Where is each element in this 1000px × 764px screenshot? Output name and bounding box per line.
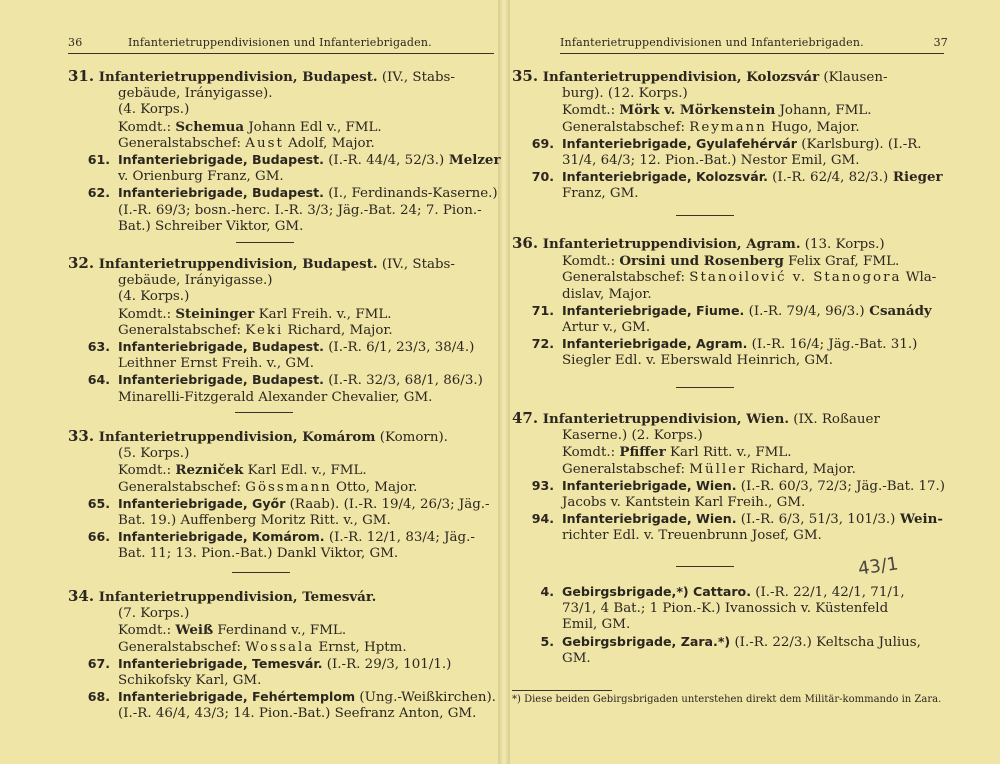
brigade-name: Infanteriebrigade, Budapest.	[118, 152, 324, 168]
brigade-heading	[562, 303, 932, 320]
brigade-commander: Wein-	[895, 511, 943, 528]
brigade-body	[118, 185, 498, 235]
division-title: 47. Infanterietruppendivision, Wien.	[512, 409, 790, 427]
brigade-body	[118, 656, 451, 689]
division-title: 35. Infanterietruppendivision, Kolozsvár	[512, 67, 820, 85]
brigade-entry	[512, 303, 944, 336]
staff-name: Aust	[245, 135, 284, 151]
section-separator	[235, 412, 293, 413]
division-detail-line: Kaserne.) (2. Korps.)	[562, 428, 703, 444]
brigade-heading	[562, 584, 905, 601]
brigade-body	[562, 584, 905, 634]
commander-name: Pfiffer	[619, 444, 666, 461]
right-division-1	[512, 235, 944, 370]
commander-rest: Johann Edl v., FML.	[244, 119, 382, 135]
staff-rest: Wla-	[901, 270, 937, 286]
brigade-heading	[118, 496, 490, 513]
division-number: 34.	[68, 587, 95, 605]
section-separator	[676, 387, 734, 388]
brigade-line: 31/4, 64/3; 12. Pion.-Bat.) Nestor Emil, GM.	[562, 153, 860, 169]
brigade-line: Minarelli-Fitzgerald Alexander Chevalier, GM.	[118, 389, 433, 405]
division-number: 31.	[68, 67, 95, 85]
division-detail-line: (7. Korps.)	[118, 606, 190, 622]
staff-rest: Adolf, Major.	[283, 135, 375, 151]
staff-name: Keki	[245, 322, 284, 338]
brigade-entry	[512, 136, 944, 169]
brigade-entry	[512, 478, 944, 511]
division-detail-line: gebäude, Irányigasse.)	[118, 273, 273, 289]
commander-name: Steininger	[175, 305, 255, 322]
brigade-name: Infanteriebrigade, Komárom.	[118, 529, 325, 545]
brigade-body	[562, 336, 917, 369]
brigade-commander: Rieger	[888, 169, 943, 186]
staff-rest: Richard, Major.	[283, 322, 393, 338]
division-commander	[68, 462, 500, 479]
page-number: 37	[933, 36, 948, 49]
staff-name: Stanoilović v. Stanogora	[689, 270, 902, 286]
brigade-name: Infanteriebrigade, Kolozsvár.	[562, 169, 768, 185]
brigade-rest: (I.-R. 44/4, 52/3.)	[323, 153, 445, 169]
brigade-heading	[118, 339, 474, 356]
division-title-rest: (Komorn).	[375, 430, 448, 445]
brigade-number: 5.	[540, 633, 554, 649]
brigade-number: 68.	[87, 689, 110, 705]
brigade-body	[562, 634, 921, 667]
commander-name: Orsini und Rosenberg	[619, 253, 784, 270]
chief-of-staff	[512, 270, 944, 286]
brigade-rest: (I.-R. 60/3, 72/3; Jäg.-Bat. 17.)	[736, 478, 946, 494]
brigade-entry	[68, 185, 500, 235]
brigade-line: Emil, GM.	[562, 617, 631, 633]
brigade-rest: (I.-R. 29/3, 101/1.)	[322, 656, 452, 672]
chief-of-staff	[68, 640, 500, 656]
brigade-body	[118, 372, 483, 405]
staff-label: Generalstabschef:	[118, 639, 246, 655]
brigade-line: Jacobs v. Kantstein Karl Freih., GM.	[562, 495, 806, 511]
brigade-name: Gebirgsbrigade,*) Cattaro.	[562, 584, 751, 599]
brigade-line: v. Orienburg Franz, GM.	[118, 169, 284, 185]
staff-label: Generalstabschef:	[118, 135, 246, 151]
brigade-rest: (I.-R. 32/3, 68/1, 86/3.)	[323, 373, 483, 389]
brigade-line: GM.	[562, 650, 591, 666]
commander-name: Mörk v. Mörkenstein	[619, 102, 776, 119]
brigade-commander: Csanády	[864, 302, 932, 319]
brigade-number: 71.	[531, 302, 554, 318]
division-title-rest: (13. Korps.)	[800, 237, 885, 252]
brigade-body	[562, 136, 922, 169]
commander-label: Komdt.:	[562, 254, 620, 270]
division-title-rest: (Klausen-	[819, 70, 888, 85]
division-commander	[68, 622, 500, 639]
brigade-number: 62.	[87, 185, 110, 201]
division-heading	[512, 410, 944, 428]
commander-label: Komdt.:	[118, 463, 176, 479]
brigade-heading	[562, 169, 943, 186]
brigade-name: Infanteriebrigade, Wien.	[562, 511, 737, 527]
mountain-brigade-entry	[512, 584, 944, 634]
commander-label: Komdt.:	[562, 103, 620, 119]
staff-rest: Richard, Major.	[746, 461, 856, 477]
division-heading	[68, 255, 500, 273]
brigade-body	[118, 689, 496, 722]
brigade-heading	[562, 634, 921, 651]
commander-name: Rezniček	[175, 462, 244, 479]
brigade-name: Infanteriebrigade, Gyulafehérvár	[562, 135, 797, 151]
brigade-line: Bat. 11; 13. Pion.-Bat.) Dankl Viktor, GM.	[118, 546, 399, 562]
brigade-body	[562, 169, 943, 202]
brigade-name: Infanteriebrigade, Budapest.	[118, 339, 324, 355]
brigade-number: 72.	[531, 336, 554, 352]
mountain-brigades	[512, 584, 944, 667]
brigade-heading	[118, 656, 451, 673]
brigade-body	[118, 152, 501, 185]
brigade-name: Infanteriebrigade, Győr	[118, 495, 286, 511]
brigade-line: (I.-R. 46/4, 43/3; 14. Pion.-Bat.) Seefranz Anton, GM.	[118, 706, 477, 722]
page-number: 36	[68, 36, 83, 49]
staff-continuation: dislav, Major.	[562, 286, 652, 302]
commander-label: Komdt.:	[118, 306, 176, 322]
footnote: *) Diese beiden Gebirgsbrigaden unterstehen direkt dem Militär-kommando in Zara.	[512, 694, 942, 705]
brigade-heading	[118, 529, 475, 546]
section-separator	[236, 242, 294, 243]
left-division-2	[68, 428, 500, 563]
division-title: 32. Infanterietruppendivision, Budapest.	[68, 254, 378, 272]
division-heading	[512, 68, 944, 86]
division-title: 36. Infanterietruppendivision, Agram.	[512, 234, 801, 252]
brigade-body	[118, 339, 474, 372]
commander-label: Komdt.:	[118, 119, 176, 135]
brigade-rest: (I.-R. 6/3, 51/3, 101/3.)	[736, 512, 896, 528]
brigade-heading	[118, 152, 501, 169]
brigade-line: 73/1, 4 Bat.; 1 Pion.-K.) Ivanossich v. Küstenfeld	[562, 601, 889, 617]
division-number: 35.	[512, 67, 539, 85]
division-heading	[68, 588, 500, 606]
staff-label: Generalstabschef:	[562, 461, 690, 477]
brigade-number: 63.	[87, 339, 110, 355]
brigade-number: 65.	[87, 495, 110, 511]
staff-name: Müller	[689, 461, 747, 477]
header-rule	[560, 53, 944, 54]
commander-rest: Karl Ritt. v., FML.	[665, 445, 792, 461]
brigade-line: Franz, GM.	[562, 186, 639, 202]
brigade-heading	[562, 336, 917, 353]
staff-rest: Ernst, Hptm.	[314, 639, 407, 655]
staff-name: Reymann	[689, 119, 767, 135]
division-commander	[512, 444, 944, 461]
staff-name: Wossala	[245, 639, 315, 655]
brigade-line: Bat.) Schreiber Viktor, GM.	[118, 218, 304, 234]
brigade-name: Infanteriebrigade, Agram.	[562, 336, 748, 352]
brigade-entry	[512, 336, 944, 369]
staff-label: Generalstabschef:	[562, 119, 690, 135]
staff-label: Generalstabschef:	[118, 322, 246, 338]
brigade-name: Infanteriebrigade, Wien.	[562, 477, 737, 493]
brigade-body	[118, 496, 490, 529]
division-title: 33. Infanterietruppendivision, Komárom	[68, 427, 376, 445]
brigade-line: (I.-R. 69/3; bosn.-herc. I.-R. 3/3; Jäg.-Bat. 24; 7. Pion.-	[118, 202, 482, 218]
staff-name: Gössmann	[245, 479, 332, 495]
division-heading	[68, 428, 500, 446]
division-commander	[512, 102, 944, 119]
commander-rest: Karl Edl. v., FML.	[243, 463, 367, 479]
brigade-rest: (Ung.-Weißkirchen).	[355, 690, 496, 706]
brigade-commander: Melzer	[444, 152, 501, 169]
brigade-entry	[68, 689, 500, 722]
division-commander	[512, 253, 944, 270]
right-division-2	[512, 410, 944, 545]
pencil-annotation: 43/1	[856, 553, 900, 580]
left-division-1	[68, 255, 500, 406]
staff-label: Generalstabschef:	[562, 270, 690, 286]
brigade-rest: (I.-R. 16/4; Jäg.-Bat. 31.)	[747, 337, 918, 353]
division-detail-line: burg). (12. Korps.)	[562, 86, 688, 102]
section-separator	[232, 572, 290, 573]
staff-label: Generalstabschef:	[118, 479, 246, 495]
section-separator	[676, 215, 734, 216]
brigade-number: 66.	[87, 529, 110, 545]
brigade-rest: (I.-R. 62/4, 82/3.)	[767, 170, 889, 186]
brigade-line: Siegler Edl. v. Eberswald Heinrich, GM.	[562, 353, 834, 369]
division-commander	[68, 306, 500, 323]
staff-rest: Otto, Major.	[331, 479, 418, 495]
brigade-number: 94.	[531, 511, 554, 527]
chief-of-staff	[512, 120, 944, 136]
section-separator	[676, 566, 734, 567]
brigade-name: Infanteriebrigade, Budapest.	[118, 185, 324, 201]
brigade-entry	[512, 511, 944, 544]
chief-of-staff	[68, 323, 500, 339]
brigade-rest: (Raab). (I.-R. 19/4, 26/3; Jäg.-	[285, 496, 490, 512]
brigade-entry	[68, 496, 500, 529]
brigade-number: 70.	[531, 169, 554, 185]
brigade-line: Artur v., GM.	[562, 320, 651, 336]
brigade-name: Infanteriebrigade, Temesvár.	[118, 655, 323, 671]
division-detail-line: (4. Korps.)	[118, 289, 190, 305]
brigade-number: 4.	[540, 584, 554, 599]
staff-rest: Hugo, Major.	[766, 119, 860, 135]
footnote-rule	[512, 690, 612, 691]
brigade-rest: (I.-R. 22/3.) Keltscha Julius,	[730, 634, 921, 650]
header-title: Infanterietruppendivisionen und Infanteriebrigaden.	[560, 36, 864, 49]
brigade-entry	[68, 529, 500, 562]
brigade-number: 64.	[87, 372, 110, 388]
commander-name: Weiß	[175, 622, 214, 639]
commander-rest: Johann, FML.	[775, 103, 872, 119]
chief-of-staff	[512, 462, 944, 478]
brigade-entry	[68, 372, 500, 405]
brigade-number: 69.	[531, 135, 554, 151]
brigade-heading	[562, 136, 922, 153]
left-division-0	[68, 68, 500, 235]
chief-of-staff	[68, 480, 500, 496]
division-detail-line: (4. Korps.)	[118, 102, 190, 118]
brigade-line: Leithner Ernst Freih. v., GM.	[118, 356, 315, 372]
brigade-body	[562, 303, 932, 336]
division-title: 34. Infanterietruppendivision, Temesvár.	[68, 587, 377, 605]
brigade-number: 93.	[531, 477, 554, 493]
brigade-heading	[562, 511, 943, 528]
brigade-rest: (I.-R. 12/1, 83/4; Jäg.-	[324, 530, 475, 546]
division-title-rest: (IV., Stabs-	[377, 257, 455, 272]
brigade-body	[562, 511, 943, 544]
header-title: Infanterietruppendivisionen und Infanteriebrigaden.	[128, 36, 432, 49]
commander-rest: Ferdinand v., FML.	[213, 623, 347, 639]
brigade-heading	[118, 689, 496, 706]
commander-rest: Karl Freih. v., FML.	[254, 306, 392, 322]
brigade-body	[118, 529, 475, 562]
division-title: 31. Infanterietruppendivision, Budapest.	[68, 67, 378, 85]
brigade-line: Schikofsky Karl, GM.	[118, 673, 262, 689]
mountain-brigade-entry	[512, 634, 944, 667]
brigade-name: Infanteriebrigade, Budapest.	[118, 372, 324, 388]
division-title-rest: (IX. Roßauer	[789, 412, 880, 427]
commander-name: Schemua	[175, 118, 245, 135]
brigade-entry	[68, 656, 500, 689]
brigade-heading	[118, 372, 483, 389]
commander-rest: Felix Graf, FML.	[783, 254, 900, 270]
division-number: 32.	[68, 254, 95, 272]
commander-label: Komdt.:	[562, 445, 620, 461]
right-division-0	[512, 68, 944, 203]
division-commander	[68, 119, 500, 136]
division-number: 36.	[512, 234, 539, 252]
brigade-rest: (I.-R. 22/1, 42/1, 71/1,	[750, 585, 905, 600]
chief-of-staff	[68, 136, 500, 152]
brigade-entry	[68, 339, 500, 372]
brigade-line: richter Edl. v. Treuenbrunn Josef, GM.	[562, 528, 822, 544]
brigade-heading	[118, 185, 498, 202]
commander-label: Komdt.:	[118, 623, 176, 639]
brigade-rest: (Karlsburg). (I.-R.	[797, 136, 922, 152]
division-number: 33.	[68, 427, 95, 445]
brigade-body	[562, 478, 945, 511]
brigade-name: Infanteriebrigade, Fehértemplom	[118, 689, 356, 705]
brigade-name: Infanteriebrigade, Fiume.	[562, 302, 745, 318]
brigade-entry	[68, 152, 500, 185]
header-rule	[68, 53, 494, 54]
division-title-rest: (IV., Stabs-	[377, 70, 455, 85]
brigade-number: 61.	[87, 152, 110, 168]
brigade-entry	[512, 169, 944, 202]
brigade-line: Bat. 19.) Auffenberg Moritz Ritt. v., GM.	[118, 513, 391, 529]
brigade-rest: (I.-R. 79/4, 96/3.)	[744, 303, 865, 319]
left-division-3	[68, 588, 500, 723]
division-detail-line: (5. Korps.)	[118, 446, 190, 462]
division-heading	[68, 68, 500, 86]
division-detail-line: gebäude, Irányigasse).	[118, 86, 273, 102]
brigade-name: Gebirgsbrigade, Zara.*)	[562, 633, 731, 649]
brigade-number: 67.	[87, 655, 110, 671]
division-number: 47.	[512, 409, 539, 427]
brigade-heading	[562, 478, 945, 495]
brigade-rest: (I., Ferdinands-Kaserne.)	[323, 186, 498, 202]
brigade-rest: (I.-R. 6/1, 23/3, 38/4.)	[323, 340, 475, 356]
division-heading	[512, 235, 944, 253]
